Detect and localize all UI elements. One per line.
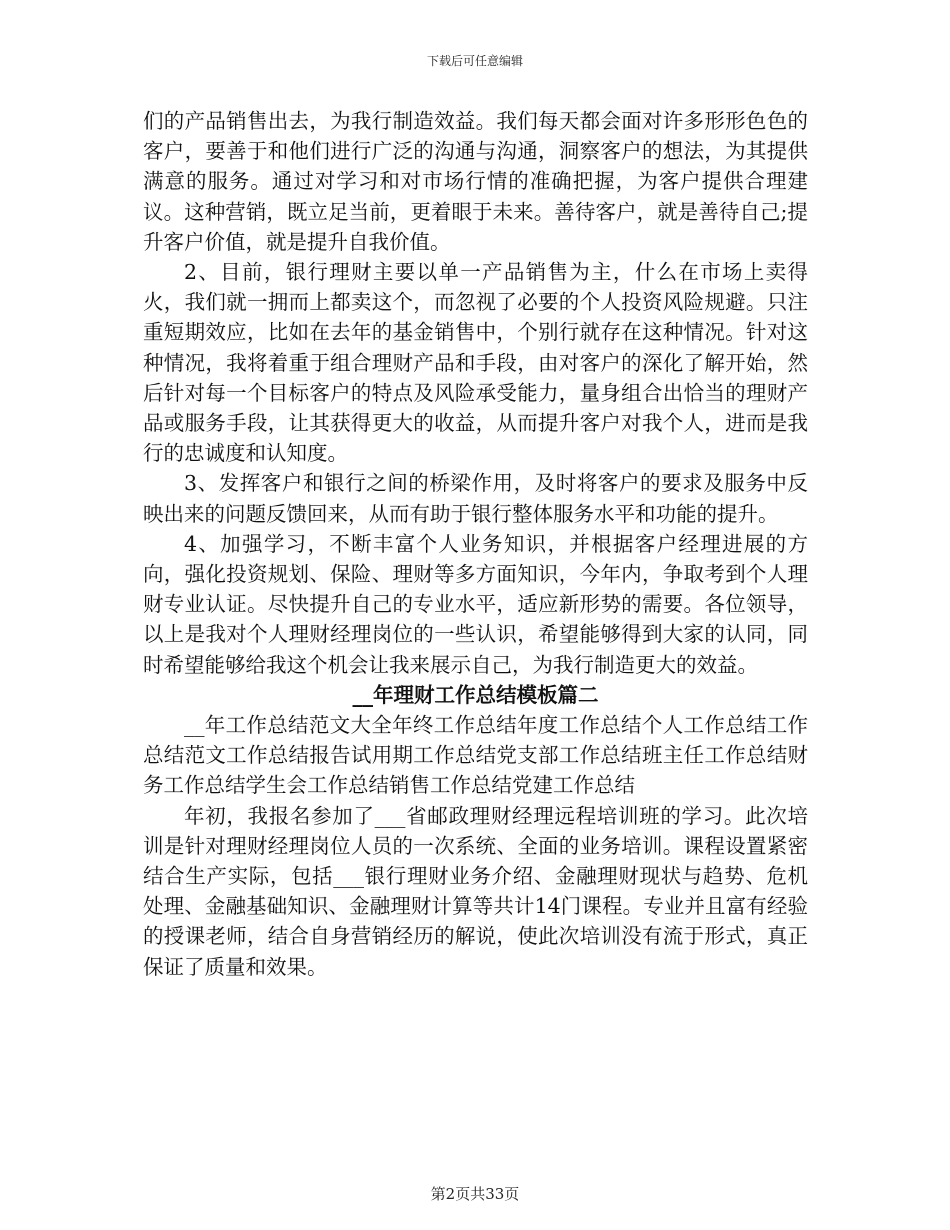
paragraph-3: 3、发挥客户和银行之间的桥梁作用，及时将客户的要求及服务中反映出来的问题反馈回来，从而有助于银行整体服务水平和功能的提升。 xyxy=(143,471,808,526)
paragraph-4: 4、加强学习，不断丰富个人业务知识，并根据客户经理进展的方向，强化投资规划、保险、理财等多方面知识，今年内，争取考到个人理财专业认证。尽快提升自己的专业水平，适应新形势的需要。各位领导，以上是我对个人理财经理岗位的一些认识，希望能够得到大家的认同，同时希望能够给我这个机会让我来展示自己，为我行制造更大的效益。 xyxy=(143,531,808,677)
document-body xyxy=(143,106,808,982)
page-footer: 第2页共33页 xyxy=(430,1185,520,1203)
paragraph-6: 年初，我报名参加了___省邮政理财经理远程培训班的学习。此次培训是针对理财经理岗位人员的一次系统、全面的业务培训。课程设置紧密结合生产实际，包括___银行理财业务介绍、金融理财现状与趋势、危机处理、金融基础知识、金融理财计算等共计14门课程。专业并且富有经验的授课老师，结合自身营销经历的解说，使此次培训没有流于形式，真正保证了质量和效果。 xyxy=(143,803,808,979)
paragraph-5: __年工作总结范文大全年终工作总结年度工作总结个人工作总结工作总结范文工作总结报告试用期工作总结党支部工作总结班主任工作总结财务工作总结学生会工作总结销售工作总结党建工作总结 xyxy=(143,713,808,798)
paragraph-2: 2、目前，银行理财主要以单一产品销售为主，什么在市场上卖得火，我们就一拥而上都卖这个，而忽视了必要的个人投资风险规避。只注重短期效应，比如在去年的基金销售中，个别行就存在这种情况。针对这种情况，我将着重于组合理财产品和手段，由对客户的深化了解开始，然后针对每一个目标客户的特点及风险承受能力，量身组合出恰当的理财产品或服务手段，让其获得更大的收益，从而提升客户对我个人，进而是我行的忠诚度和认知度。 xyxy=(143,260,808,466)
paragraph-1: 们的产品销售出去，为我行制造效益。我们每天都会面对许多形形色色的客户，要善于和他们进行广泛的沟通与沟通，洞察客户的想法，为其提供满意的服务。通过对学习和对市场行情的准确把握，为客户提供合理建议。这种营销，既立足当前，更着眼于未来。善待客户，就是善待自己;提升客户价值，就是提升自我价值。 xyxy=(143,109,808,254)
page-header: 下载后可任意编辑 xyxy=(426,54,523,68)
section-title: __年理财工作总结模板篇二 xyxy=(352,682,599,707)
